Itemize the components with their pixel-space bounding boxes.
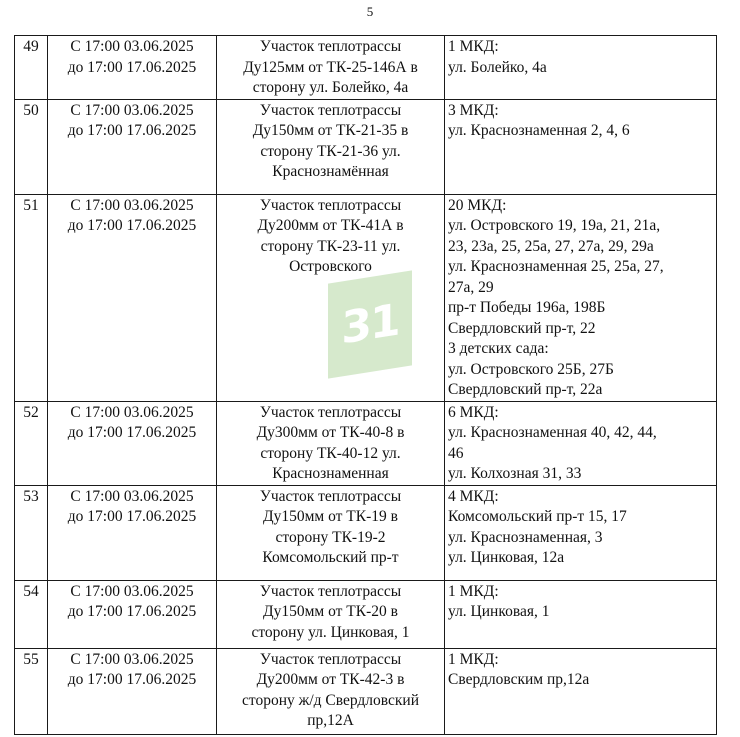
objects-line: ул. Островского 19, 19а, 21, 21а,	[448, 217, 661, 234]
objects-line: 1 МКД:	[448, 582, 499, 600]
period-line: до 17:00 17.06.2025	[67, 424, 197, 441]
objects-line: 3 детских сада:	[448, 340, 549, 357]
objects-line: пр-т Победы 196а, 198Б	[448, 299, 606, 316]
objects-line: 3 МКД:	[448, 101, 499, 119]
section-line: Ду200мм от ТК-42-3 в	[256, 671, 405, 688]
period-cell	[48, 194, 217, 401]
objects-line: 46	[448, 444, 464, 462]
objects-cell	[445, 648, 717, 734]
objects-line: 4 МКД:	[448, 487, 499, 505]
table-row	[15, 580, 717, 648]
objects-line: ул. Цинковая, 12а	[448, 549, 565, 566]
period-line: С 17:00 03.06.2025	[70, 101, 194, 119]
section-cell	[217, 485, 445, 580]
period-line: С 17:00 03.06.2025	[70, 196, 194, 214]
section-line: сторону ул. Цинковая, 1	[251, 623, 410, 641]
objects-line: ул. Краснознаменная 2, 4, 6	[448, 122, 630, 139]
period-cell	[48, 580, 217, 648]
section-line: Участок теплотрассы	[259, 403, 402, 421]
table-row	[15, 36, 717, 100]
section-line: Краснознамённая	[272, 163, 389, 180]
period-line: до 17:00 17.06.2025	[67, 122, 197, 139]
section-line: Ду125мм от ТК-25-146А в	[243, 58, 418, 76]
objects-cell	[445, 401, 717, 485]
objects-line: 1 МКД:	[448, 650, 499, 668]
period-line: С 17:00 03.06.2025	[70, 582, 194, 600]
row-number: 55	[15, 648, 48, 734]
objects-line: Свердловский пр-т, 22а	[448, 381, 603, 398]
section-cell	[217, 36, 445, 100]
section-line: Участок теплотрассы	[259, 101, 402, 119]
section-line: сторону ТК-40-12 ул.	[260, 444, 401, 462]
objects-line: ул. Колхозная 31, 33	[448, 465, 582, 482]
row-number: 54	[15, 580, 48, 648]
period-line: до 17:00 17.06.2025	[67, 671, 197, 688]
section-line: Ду150мм от ТК-20 в	[263, 603, 398, 620]
objects-line: 23, 23а, 25, 25а, 27, 27а, 29, 29а	[448, 237, 654, 255]
row-number: 51	[15, 194, 48, 401]
section-line: сторону ж/д Свердловский	[242, 691, 419, 709]
objects-line: 20 МКД:	[448, 196, 507, 214]
objects-line: Комсомольский пр-т 15, 17	[448, 508, 627, 525]
section-line: пр,12А	[307, 712, 354, 729]
watermark-logo	[328, 270, 412, 378]
objects-line: ул. Краснознаменная 25, 25а, 27,	[448, 258, 664, 275]
section-line: Островского	[289, 258, 372, 275]
objects-line: 1 МКД:	[448, 38, 499, 55]
objects-line: ул. Болейко, 4а	[448, 58, 547, 76]
section-line: Участок теплотрассы	[259, 650, 402, 668]
row-number: 50	[15, 99, 48, 194]
objects-cell	[445, 580, 717, 648]
section-cell	[217, 401, 445, 485]
section-line: сторону ТК-23-11 ул.	[260, 237, 401, 255]
section-line: Ду150мм от ТК-21-35 в	[252, 122, 409, 139]
outage-table	[14, 35, 717, 735]
objects-line: ул. Краснознаменная 40, 42, 44,	[448, 424, 657, 441]
period-line: С 17:00 03.06.2025	[70, 403, 194, 421]
objects-cell	[445, 194, 717, 401]
period-line: до 17:00 17.06.2025	[67, 217, 197, 234]
objects-cell	[445, 99, 717, 194]
objects-cell	[445, 36, 717, 100]
objects-line: ул. Цинковая, 1	[448, 603, 550, 620]
table-row	[15, 485, 717, 580]
period-line: до 17:00 17.06.2025	[67, 58, 197, 76]
objects-line: 6 МКД:	[448, 403, 499, 421]
section-cell	[217, 648, 445, 734]
objects-line: ул. Островского 25Б, 27Б	[448, 360, 614, 378]
objects-line: Свердловский пр-т, 22	[448, 319, 596, 337]
objects-line: 27а, 29	[448, 278, 494, 296]
table-row	[15, 99, 717, 194]
period-line: С 17:00 03.06.2025	[70, 650, 194, 668]
watermark-text: 31	[341, 294, 399, 355]
section-line: сторону ТК-21-36 ул.	[260, 142, 401, 160]
row-number: 53	[15, 485, 48, 580]
objects-line: Свердловским пр,12а	[448, 671, 590, 688]
row-number: 49	[15, 36, 48, 100]
section-line: Комсомольский пр-т	[262, 549, 399, 566]
section-line: Участок теплотрассы	[259, 582, 402, 600]
period-cell	[48, 485, 217, 580]
section-line: Участок теплотрассы	[259, 196, 402, 214]
section-cell	[217, 580, 445, 648]
section-line: сторону ТК-19-2	[275, 528, 386, 546]
objects-line: ул. Краснознаменная, 3	[448, 528, 603, 546]
section-line: Ду200мм от ТК-41А в	[257, 217, 404, 234]
section-line: Краснознаменная	[272, 465, 389, 482]
table-row	[15, 648, 717, 734]
period-line: до 17:00 17.06.2025	[67, 508, 197, 525]
period-line: С 17:00 03.06.2025	[70, 487, 194, 505]
row-number: 52	[15, 401, 48, 485]
period-line: до 17:00 17.06.2025	[67, 603, 197, 620]
period-line: С 17:00 03.06.2025	[70, 38, 194, 55]
section-line: Ду150мм от ТК-19 в	[263, 508, 398, 525]
section-line: Участок теплотрассы	[259, 487, 402, 505]
page-number: 5	[366, 4, 374, 19]
section-line: Ду300мм от ТК-40-8 в	[256, 424, 405, 441]
section-line: сторону ул. Болейко, 4а	[252, 79, 409, 96]
period-cell	[48, 99, 217, 194]
table-row	[15, 401, 717, 485]
objects-cell	[445, 485, 717, 580]
section-line: Участок теплотрассы	[259, 38, 402, 55]
period-cell	[48, 401, 217, 485]
section-cell	[217, 99, 445, 194]
period-cell	[48, 36, 217, 100]
period-cell	[48, 648, 217, 734]
